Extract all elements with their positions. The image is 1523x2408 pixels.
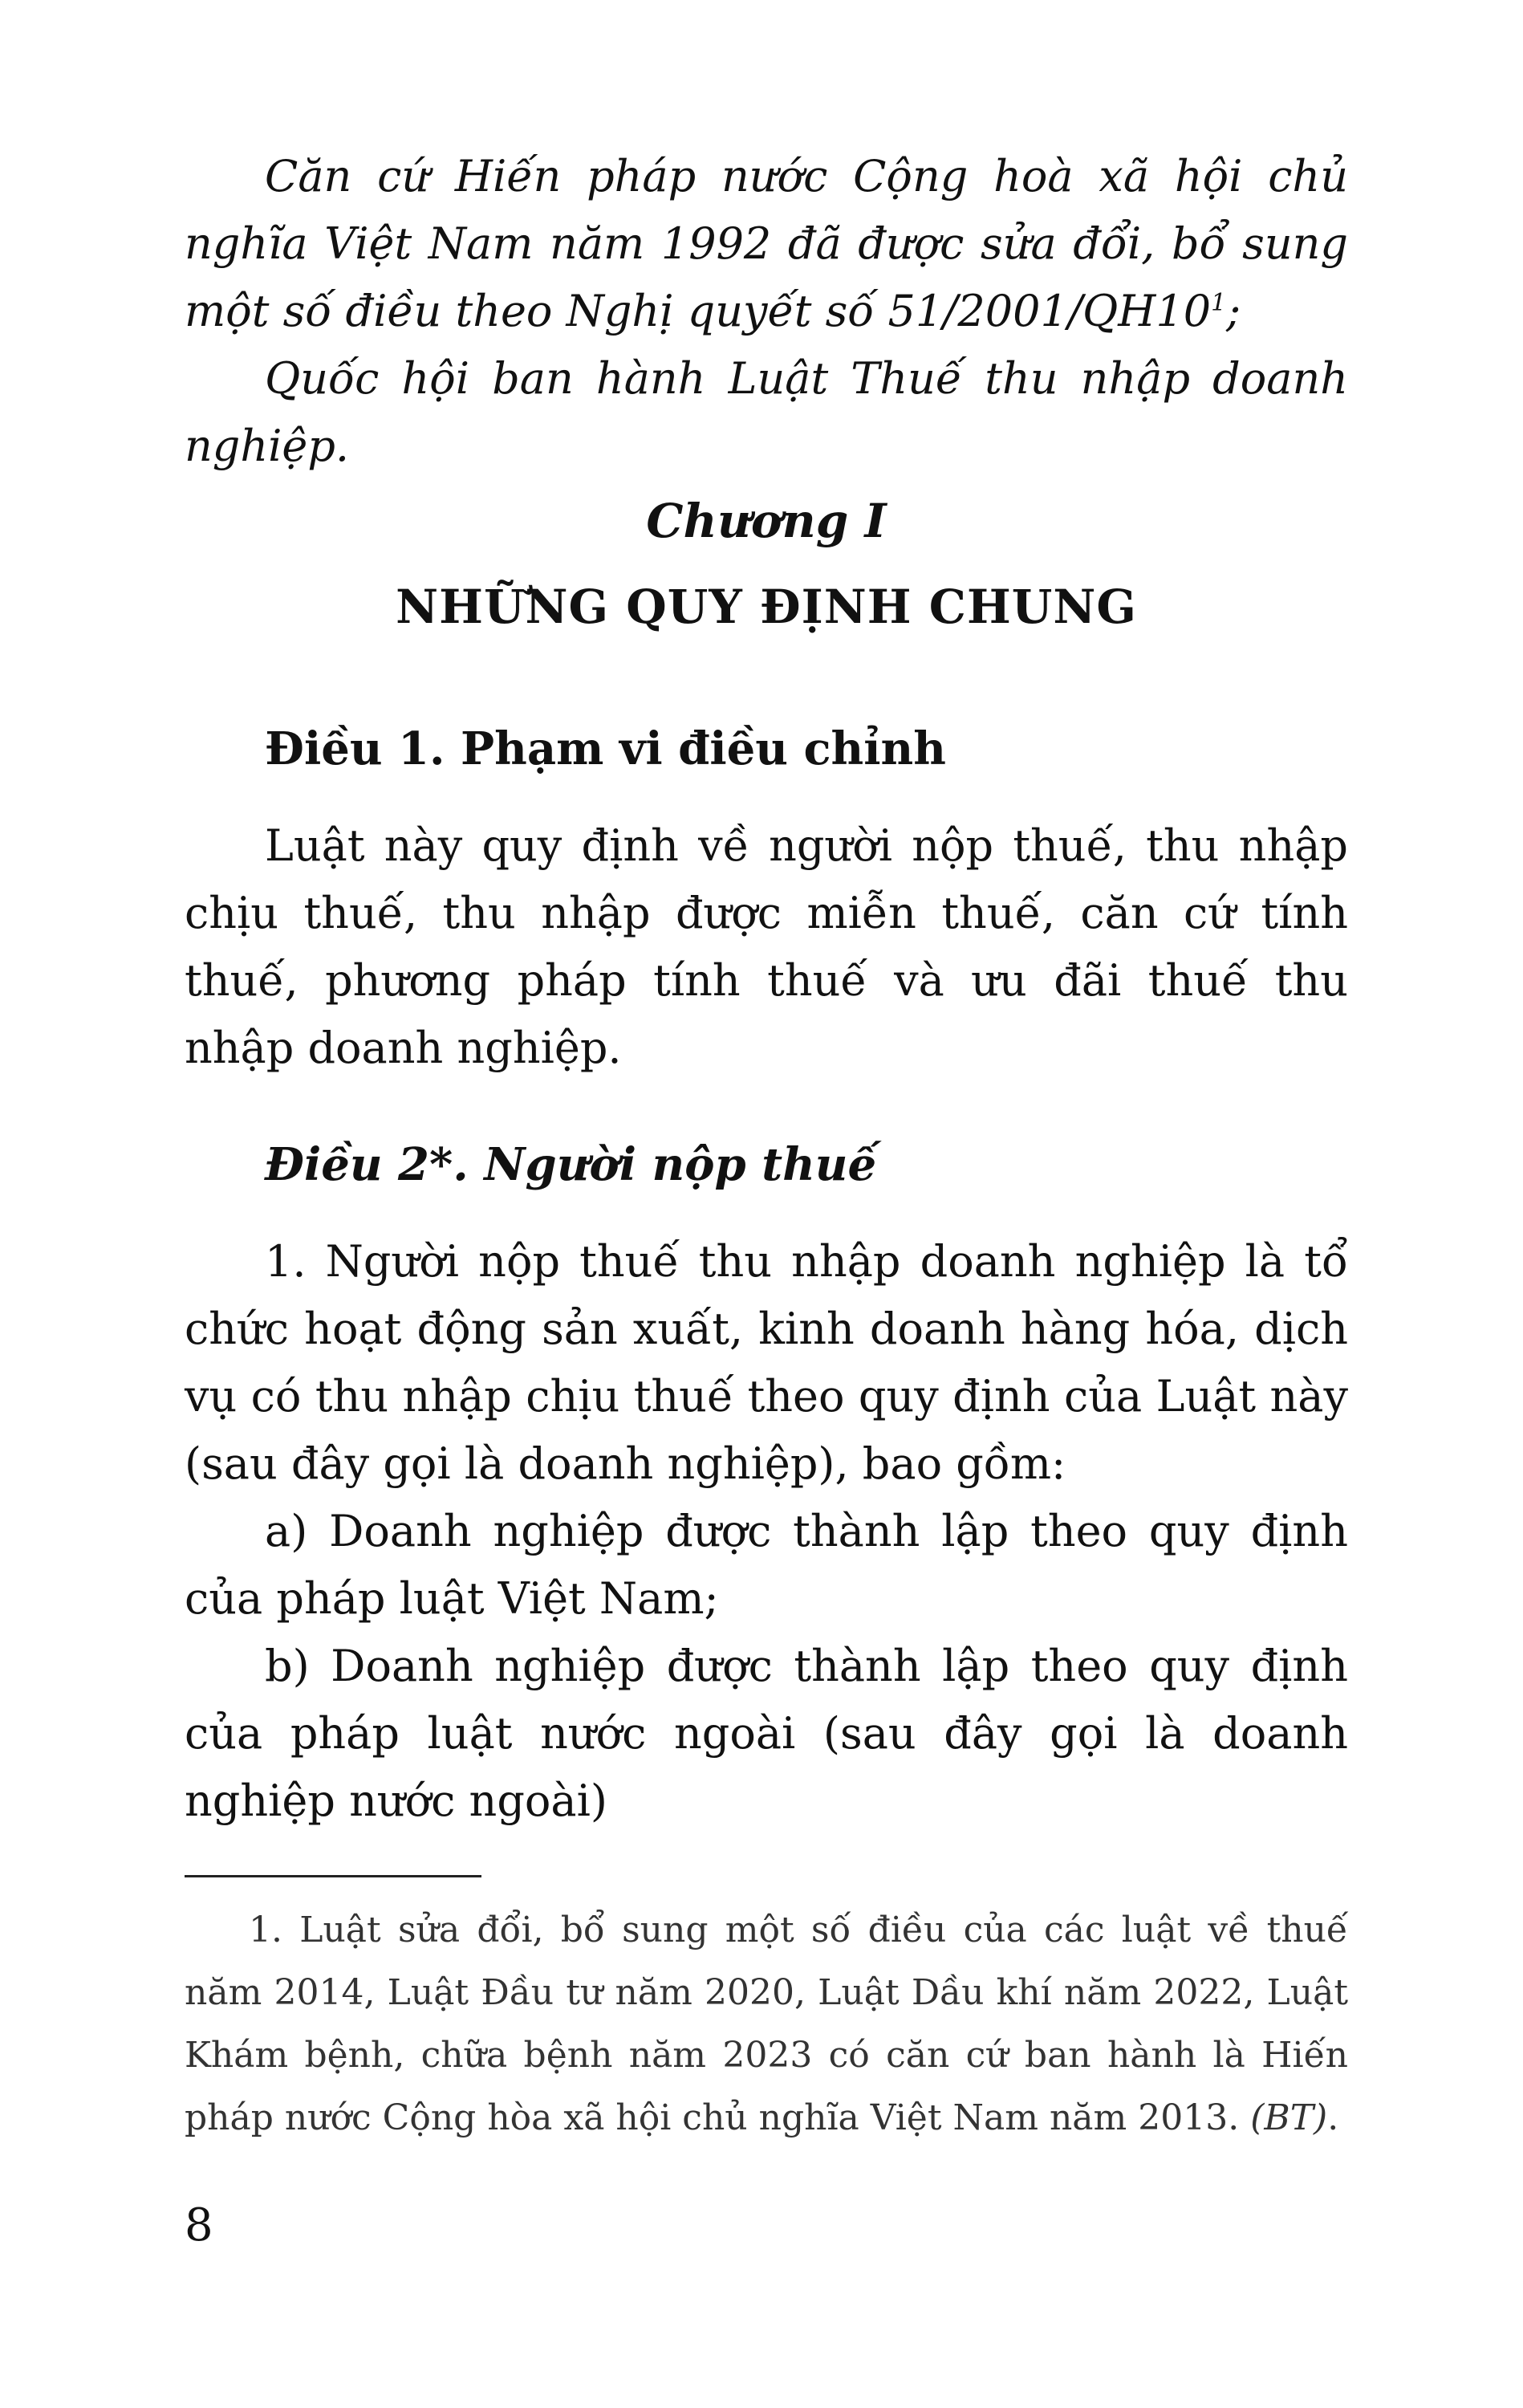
preamble-basis-text: Căn cứ Hiến pháp nước Cộng hoà xã hội chủ nghĩa Việt Nam năm 1992 đã được sửa đổi, bổ sung một số điều theo Nghị quyết số 51/2001/QH10 (185, 151, 1348, 336)
article-2-clause-1: 1. Người nộp thuế thu nhập doanh nghiệp là tổ chức hoạt động sản xuất, kinh doanh hàng hóa, dịch vụ có thu nhập chịu thuế theo quy định của Luật này (sau đây gọi là doanh nghiệp), bao gồm: (185, 1236, 1348, 1489)
footnote-1-text: 1. Luật sửa đổi, bổ sung một số điều của các luật về thuế năm 2014, Luật Đầu tư năm 2020, Luật Dầu khí năm 2022, Luật Khám bệnh, chữa bệnh năm 2023 có căn cứ ban hành là Hiến pháp nước Cộng hòa xã hội chủ nghĩa Việt Nam năm 2013. (185, 1910, 1348, 2138)
article-1-body: Luật này quy định về người nộp thuế, thu nhập chịu thuế, thu nhập được miễn thuế, căn cứ tính thuế, phương pháp tính thuế và ưu đãi thuế thu nhập doanh nghiệp. (185, 820, 1348, 1073)
article-1-heading: Điều 1. Phạm vi điều chỉnh (265, 722, 946, 775)
footnote-divider (185, 1875, 481, 1877)
preamble-basis-end: ; (1226, 286, 1241, 336)
footnote-mark: 1 (1211, 289, 1226, 317)
footnote-1 (185, 1899, 1348, 2150)
preamble-enactment: Quốc hội ban hành Luật Thuế thu nhập doanh nghiệp. (185, 353, 1348, 471)
page-number: 8 (185, 2199, 213, 2251)
footnote-1-end: . (1327, 2097, 1339, 2138)
preamble-basis (185, 143, 1348, 345)
article-2-heading: Điều 2*. Người nộp thuế (265, 1138, 877, 1191)
chapter-title: NHỮNG QUY ĐỊNH CHUNG (396, 580, 1137, 634)
chapter-label: Chương I (646, 494, 887, 548)
article-2-item-a: a) Doanh nghiệp được thành lập theo quy định của pháp luật Việt Nam; (185, 1506, 1348, 1624)
footnote-1-source: (BT) (1250, 2097, 1328, 2138)
article-2-item-b: b) Doanh nghiệp được thành lập theo quy định của pháp luật nước ngoài (sau đây gọi là doanh nghiệp nước ngoài) (185, 1641, 1348, 1826)
